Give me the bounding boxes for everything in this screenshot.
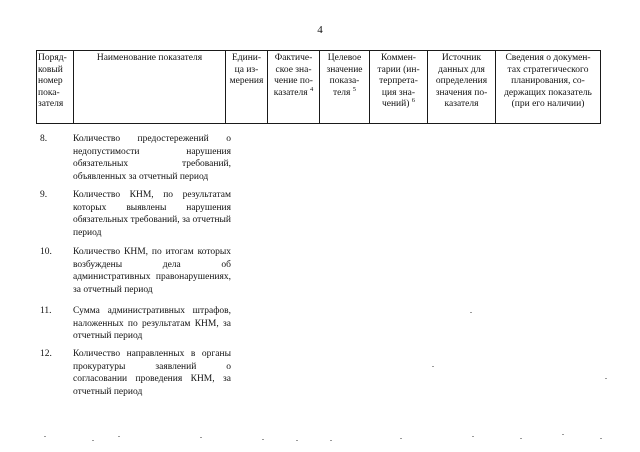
footnote-mark-4: 4 [310,85,314,93]
scan-speck [92,440,94,441]
indicator-table-header [36,50,601,124]
column-header-indicator-name: Наименование показателя [74,51,226,124]
scan-speck [262,439,264,440]
scan-speck [44,436,46,437]
column-header-unit: Едини- ца из- мерения [226,51,268,124]
scan-speck [605,378,607,379]
row-indicator-name: Количество предостережений о недопустимости нарушения обязательных требований, объявленных за отчетный период [73,134,231,182]
footnote-mark-6: 6 [411,96,416,104]
column-header-strategic-documents: Сведения о докумен- тах стратегического планирования, со- держащих показатель (при его наличии) [496,51,601,124]
row-indicator-name: Количество направленных в органы прокуратуры заявлений о согласовании проведения КНМ, за отчетный период [73,349,231,397]
row-indicator-name: Количество КНМ, по результатам которых выявлены нарушения обязательных требований, за отчетный период [73,190,231,238]
scan-speck [200,437,202,438]
page-number: 4 [317,24,323,36]
column-header-target-value: Целевое значение показа- теля $^5$ [320,51,370,124]
column-header-data-source: Источник данных для определения значения по- казателя [428,51,496,124]
row-number: 8. [40,134,48,144]
scan-speck [520,438,522,439]
row-indicator-name: Количество КНМ, по итогам которых возбуждены дела об административных правонарушениях, за отчетный период [73,247,231,295]
scan-speck [472,436,474,437]
scan-speck [562,434,564,435]
row-number: 9. [40,190,48,200]
column-header-actual-value: Фактиче- ское зна- чение по- казателя $^4$ [268,51,320,124]
scan-speck [330,440,332,441]
scan-speck [432,366,434,367]
column-header-order-number: Поряд- ковый номер пока- зателя [37,51,74,124]
scan-speck [296,440,298,441]
row-number: 12. [40,349,52,359]
column-header-comments: Коммен- тарии (ин- терпрета- ция зна- чений) $^6$ [370,51,428,124]
scan-speck [400,438,402,439]
scan-speck [470,312,472,313]
row-indicator-name: Сумма административных штрафов, наложенных по результатам КНМ, за отчетный период [73,306,231,341]
row-number: 11. [40,306,52,316]
scan-speck [118,436,120,437]
row-number: 10. [40,247,52,257]
scan-speck [600,438,602,439]
footnote-mark-5: 5 [352,85,357,93]
